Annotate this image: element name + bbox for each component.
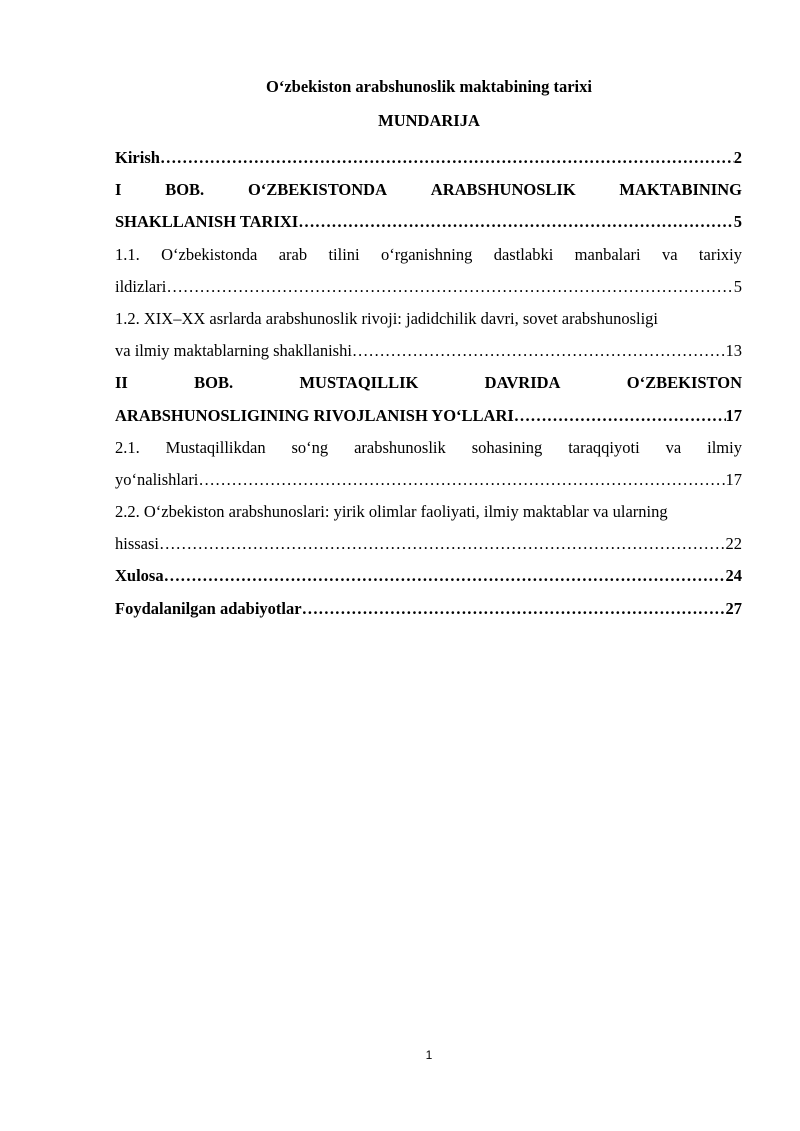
toc-leader-dots [166, 271, 733, 303]
toc-entry-adabiyotlar [115, 593, 742, 625]
toc-word: O‘zbekistonda [161, 244, 258, 264]
toc-page-number: 17 [725, 405, 742, 425]
toc-word: sohasining [471, 437, 543, 457]
toc-page-number: 5 [733, 212, 742, 232]
toc-leader-dots [514, 400, 726, 432]
toc-entry-2-1-line1 [115, 432, 742, 464]
toc-word: MAKTABINING [619, 180, 742, 200]
toc-entry-label: va ilmiy maktablarning shakllanishi [115, 341, 352, 361]
toc-word: va [661, 244, 678, 264]
toc-entry-bob2-line2 [115, 400, 742, 432]
toc-heading: MUNDARIJA [378, 111, 480, 130]
toc-page-number: 2 [733, 148, 742, 167]
toc-entry-label: ARABSHUNOSLIGINING RIVOJLANISH YO‘LLARI [115, 405, 514, 425]
toc-page-number: 27 [725, 598, 742, 618]
toc-entry-label: ildizlari [115, 276, 167, 296]
toc-entry-label: yo‘nalishlari [115, 469, 199, 489]
table-of-contents [115, 142, 742, 625]
toc-leader-dots [159, 528, 725, 560]
toc-entry-bob2-line1 [115, 367, 742, 399]
toc-word: manbalari [574, 244, 641, 264]
toc-entry-label: hissasi [115, 534, 160, 554]
toc-entry-1-1-line2 [115, 271, 742, 303]
toc-leader-dots [352, 335, 726, 367]
toc-word: o‘rganishning [381, 244, 473, 264]
toc-page-number: 22 [725, 534, 742, 554]
toc-leader-dots [198, 464, 725, 496]
toc-entry-1-1-line1 [115, 239, 742, 271]
page-number: 1 [425, 1048, 433, 1062]
toc-leader-dots [164, 560, 726, 592]
toc-page-number: 17 [725, 469, 742, 489]
toc-word: dastlabki [493, 244, 554, 264]
toc-word: I [115, 180, 122, 200]
toc-word: 1.1. [115, 244, 140, 264]
toc-word: arab [278, 244, 308, 264]
toc-entry-2-2-line1: 2.2. O‘zbekiston arabshunoslari: yirik olimlar faoliyati, ilmiy maktablar va ularning [115, 502, 668, 522]
toc-word: O‘ZBEKISTONDA [247, 180, 388, 200]
toc-entry-bob1-line2 [115, 206, 742, 238]
toc-entry-1-2-line2 [115, 335, 742, 367]
toc-word: Mustaqillikdan [165, 437, 266, 457]
toc-entry-label: Kirish [115, 148, 160, 167]
toc-leader-dots [302, 593, 726, 625]
toc-entry-bob1-line1 [115, 174, 742, 206]
toc-word: 2.1. [115, 437, 140, 457]
toc-entry-label: Foydalanilgan adabiyotlar [115, 598, 302, 618]
toc-word: II [115, 373, 128, 393]
toc-entry-1-2-line1: 1.2. XIX–XX asrlarda arabshunoslik rivoji: jadidchilik davri, sovet arabshunosligi [115, 308, 659, 328]
toc-leader-dots [298, 206, 734, 238]
toc-word: DAVRIDA [484, 373, 561, 393]
toc-word: MUSTAQILLIK [299, 373, 419, 393]
toc-word: va [665, 437, 682, 457]
toc-entry-kirish [115, 142, 742, 174]
toc-word: ilmiy [707, 437, 742, 457]
toc-word: BOB. [194, 373, 234, 393]
toc-page-number: 13 [725, 341, 742, 361]
toc-entry-label: SHAKLLANISH TARIXI [115, 212, 299, 232]
toc-entry-label: Xulosa [115, 566, 164, 586]
toc-word: so‘ng [291, 437, 329, 457]
toc-word: tilini [328, 244, 360, 264]
toc-page-number: 24 [725, 566, 742, 586]
toc-word: tarixiy [698, 244, 742, 264]
toc-word: BOB. [165, 180, 205, 200]
toc-word: ARABSHUNOSLIK [430, 180, 576, 200]
toc-word: O‘ZBEKISTON [626, 373, 742, 393]
toc-entry-2-2-line2 [115, 528, 742, 560]
document-title: O‘zbekiston arabshunoslik maktabining tarixi [266, 77, 592, 96]
toc-entry-xulosa [115, 560, 742, 592]
toc-word: arabshunoslik [354, 437, 446, 457]
toc-leader-dots [160, 142, 734, 174]
toc-entry-2-1-line2 [115, 464, 742, 496]
toc-word: taraqqiyoti [568, 437, 640, 457]
toc-page-number: 5 [733, 276, 742, 296]
